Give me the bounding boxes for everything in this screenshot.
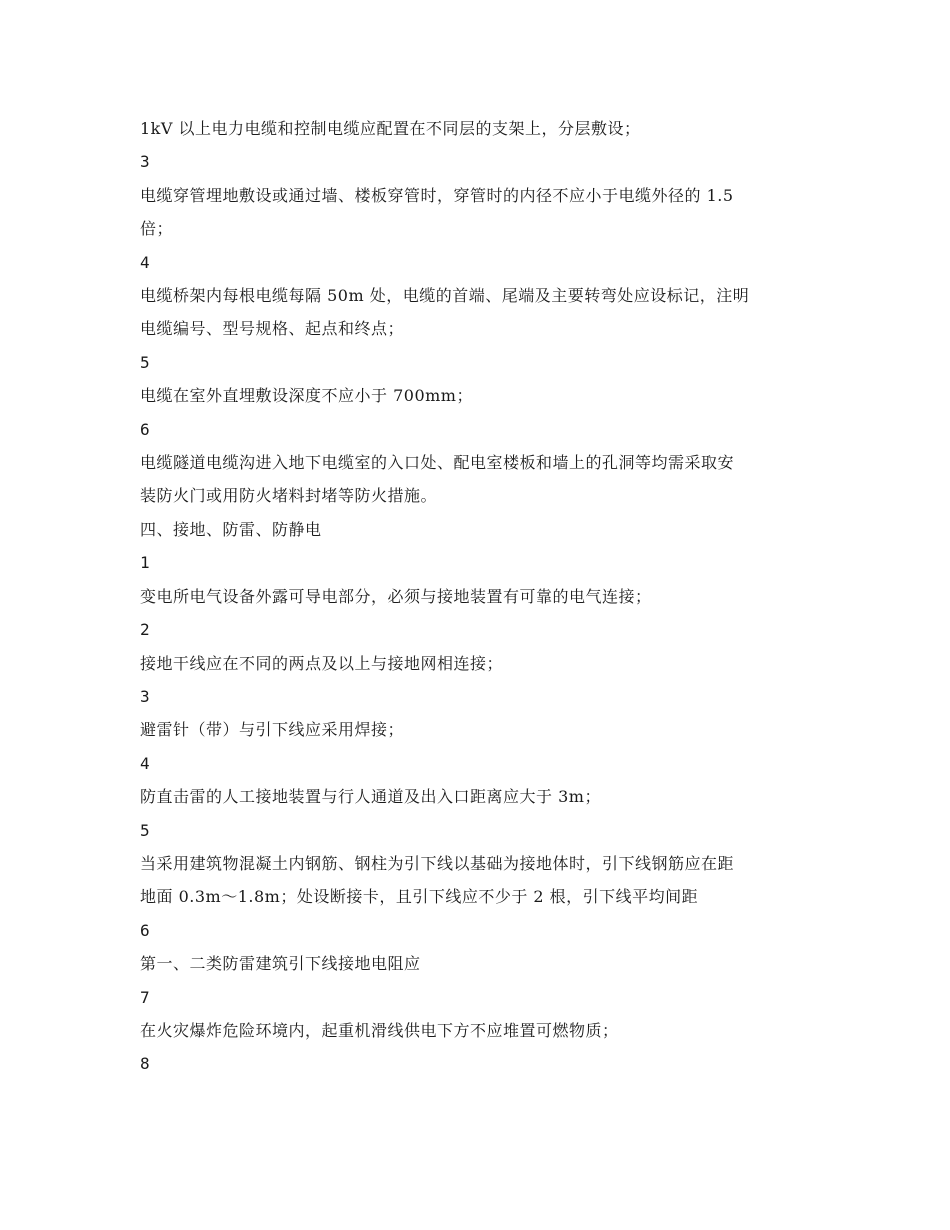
paragraph-line: 防直击雷的人工接地装置与行人通道及出入口距离应大于 3m；	[140, 787, 601, 807]
paragraph-line: 装防火门或用防火堵料封堵等防火措施。	[140, 486, 438, 506]
item-number: 8	[140, 1054, 150, 1074]
item-number: 5	[140, 352, 150, 372]
paragraph-line: 地面 0.3m～1.8m；处设断接卡，且引下线应不少于 2 根，引下线平均间距	[140, 887, 699, 907]
item-number: 4	[140, 753, 150, 773]
paragraph-line: 电缆编号、型号规格、起点和终点；	[140, 319, 405, 339]
paragraph-line: 接地干线应在不同的两点及以上与接地网相连接；	[140, 653, 504, 673]
paragraph-line: 避雷针（带）与引下线应采用焊接；	[140, 720, 405, 740]
paragraph-line: 电缆穿管埋地敷设或通过墙、楼板穿管时，穿管时的内径不应小于电缆外径的 1.5	[140, 185, 734, 205]
item-number: 1	[140, 553, 150, 573]
item-number: 6	[140, 920, 150, 940]
document-page	[140, 112, 830, 1081]
paragraph-line: 电缆隧道电缆沟进入地下电缆室的入口处、配电室楼板和墙上的孔洞等均需采取安	[140, 453, 735, 473]
paragraph-line: 第一、二类防雷建筑引下线接地电阻应	[140, 954, 421, 974]
paragraph-line: 电缆在室外直埋敷设深度不应小于 700mm；	[140, 386, 473, 406]
item-number: 5	[140, 820, 150, 840]
item-number: 3	[140, 152, 150, 172]
item-number: 2	[140, 620, 150, 640]
item-number: 3	[140, 686, 150, 706]
item-number: 7	[140, 987, 150, 1007]
paragraph-line: 电缆桥架内每根电缆每隔 50m 处，电缆的首端、尾端及主要转弯处应设标记，注明	[140, 286, 750, 306]
paragraph-line: 1kV 以上电力电缆和控制电缆应配置在不同层的支架上，分层敷设；	[140, 119, 641, 138]
item-number: 4	[140, 252, 150, 272]
item-number: 6	[140, 419, 150, 439]
paragraph-line: 变电所电气设备外露可导电部分，必须与接地装置有可靠的电气连接；	[140, 586, 652, 606]
paragraph-line: 当采用建筑物混凝土内钢筋、钢柱为引下线以基础为接地体时，引下线钢筋应在距	[140, 853, 735, 873]
paragraph-line: 在火灾爆炸危险环境内，起重机滑线供电下方不应堆置可燃物质；	[140, 1020, 619, 1040]
paragraph-line: 倍；	[140, 219, 174, 239]
section-heading: 四、接地、防雷、防静电	[140, 519, 322, 539]
